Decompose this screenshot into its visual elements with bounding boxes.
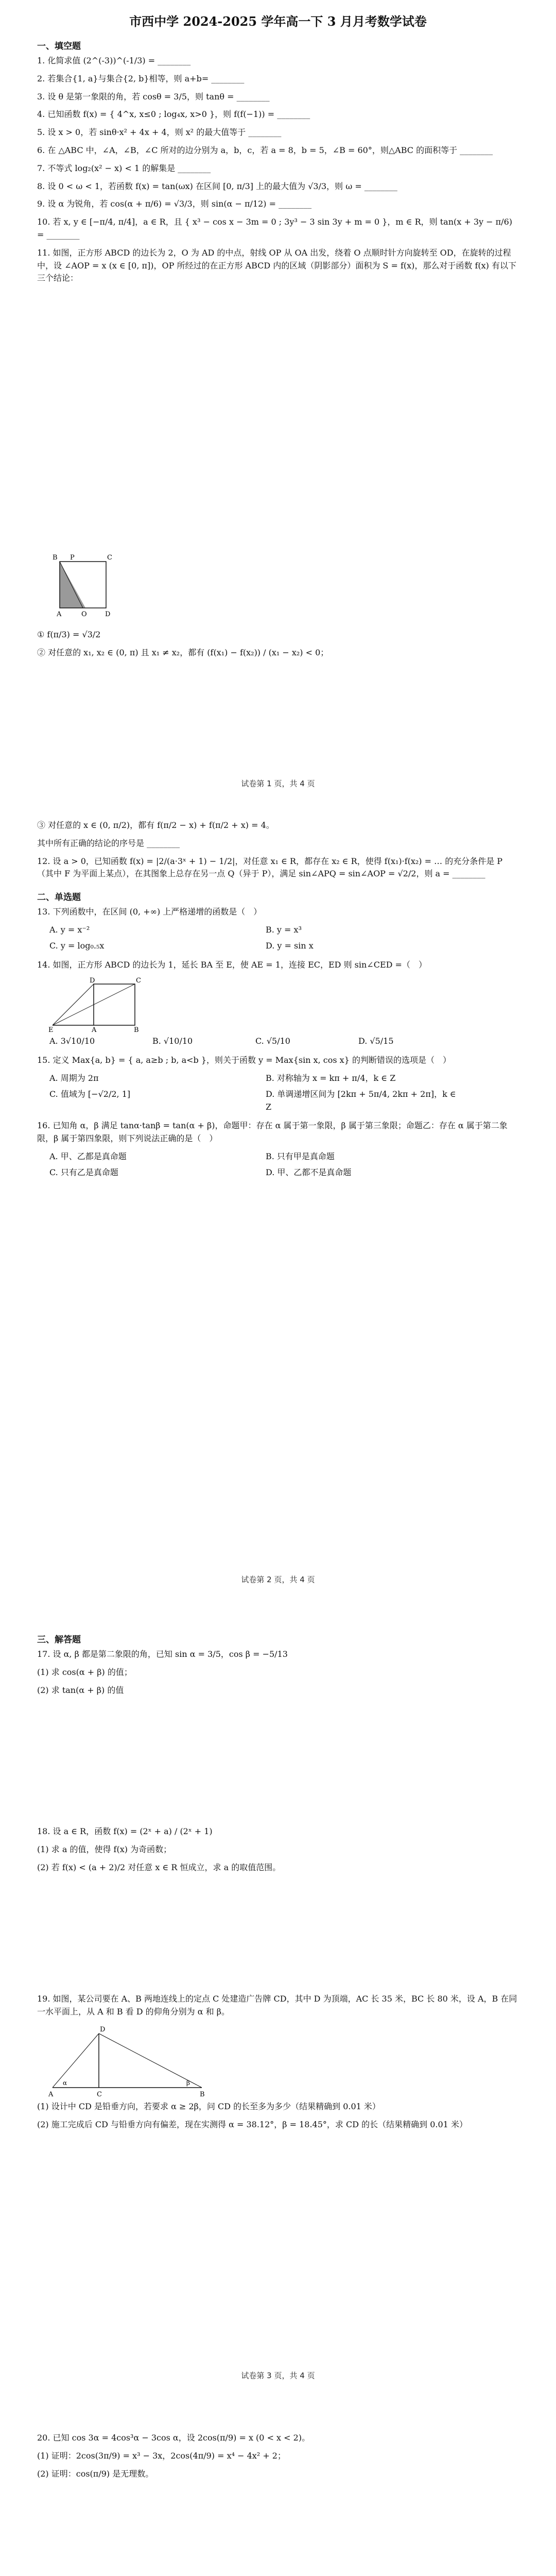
q15-options [49, 1072, 519, 1113]
question-17-part-2: (2) 求 tan(α + β) 的值 [37, 1685, 124, 1695]
question-20-part-2: (2) 证明：cos(π/9) 是无理数。 [37, 2468, 154, 2479]
q16-options [49, 1150, 519, 1179]
question-17-part-1: (1) 求 cos(α + β) 的值； [37, 1667, 132, 1677]
footer-page-2: 试卷第 2 页，共 4 页 [241, 1575, 315, 1584]
label-b-q19: B [200, 2091, 205, 2099]
q13-options [49, 924, 519, 953]
q16-option-c: C. 只有乙是真命题 [49, 1167, 118, 1177]
q14-option-c: C. √5/10 [255, 1036, 290, 1046]
section-single-choice: 二、单选题 [37, 892, 81, 903]
question-19-part-1: (1) 设计中 CD 是铅垂方向，若要求 α ≥ 2β，问 CD 的长至多为多少（结果精确到 0.01 米） [37, 2102, 380, 2112]
label-d: D [105, 611, 111, 618]
question-19-part-2: (2) 施工完成后 CD 与铅垂方向有偏差，现在实测得 α = 38.12°，β = 18.45°，求 CD 的长（结果精确到 0.01 米） [37, 2120, 467, 2130]
label-a-q19: A [48, 2091, 54, 2099]
label-a: A [57, 611, 62, 618]
q11-conclusion-1: ① f(π/3) = √3/2 [37, 630, 101, 639]
question-11: 11. 如图，正方形 ABCD 的边长为 2，O 为 AD 的中点，射线 OP 从 OA 出发，绕着 O 点顺时针方向旋转至 OD，在旋转的过程中，设 ∠AOP = x (x ∈ [0, π])，OP 所经过的在正方形 ABCD 内的区域（阴影部分）面积为 S = f(x)，那么对于函数 f(x) 有以下三个结论： [37, 247, 516, 283]
question-1: 1. 化简求值 (2^(-3))^(-1/3) = ________ [37, 56, 191, 65]
questions-p2 [37, 819, 519, 880]
q14-option-b: B. √10/10 [152, 1036, 193, 1046]
q14-options [49, 1035, 519, 1048]
question-13: 13. 下列函数中，在区间 (0, +∞) 上严格递增的函数是（ ） [37, 907, 262, 917]
questions-choice [37, 906, 519, 1179]
question-20-part-1: (1) 证明：2cos(3π/9) = x³ − 3x，2cos(4π/9) = x⁴ − 4x² + 2； [37, 2450, 286, 2461]
question-17-block [37, 1648, 519, 1697]
q15-option-a: A. 周期为 2π [49, 1073, 99, 1083]
page-3 [0, 1623, 556, 2137]
label-e-q14: E [48, 1026, 54, 1033]
q13-option-a: A. y = x⁻² [49, 924, 90, 935]
q15-option-b: B. 对称轴为 x = kπ + π/4，k ∈ Z [266, 1073, 396, 1083]
label-c: C [107, 554, 112, 562]
question-7: 7. 不等式 log₂(x² − x) < 1 的解集是 ________ [37, 163, 211, 173]
question-15: 15. 定义 Max{a, b} = { a, a≥b ; b, a<b }，则关于函数 y = Max{sin x, cos x} 的判断错误的选项是（ ） [37, 1055, 451, 1065]
q14-option-d: D. √5/15 [358, 1036, 394, 1046]
segment-ed [53, 984, 94, 1025]
label-c-q19: C [97, 2091, 102, 2099]
q13-option-d: D. y = sin x [266, 940, 314, 951]
sightline-ad [53, 2033, 99, 2088]
question-18-part-1: (1) 求 a 的值，使得 f(x) 为奇函数； [37, 1844, 172, 1855]
q11-conclusion-2: ② 对任意的 x₁, x₂ ∈ (0, π) 且 x₁ ≠ x₂，都有 (f(x₁) − f(x₂)) / (x₁ − x₂) < 0； [37, 647, 329, 657]
label-a-q14: A [92, 1026, 97, 1033]
q16-option-d: D. 甲、乙都不是真命题 [266, 1167, 352, 1177]
question-6: 6. 在 △ABC 中，∠A，∠B，∠C 所对的边分别为 a，b，c，若 a = 8，b = 5，∠B = 60°，则△ABC 的面积等于 ________ [37, 145, 493, 155]
label-b-q14: B [134, 1026, 139, 1033]
question-17: 17. 设 α, β 都是第二象限的角，已知 sin α = 3/5，cos β = −5/13 [37, 1649, 288, 1659]
label-d-q19: D [100, 2026, 106, 2034]
question-8: 8. 设 0 < ω < 1，若函数 f(x) = tan(ωx) 在区间 [0, π/3] 上的最大值为 √3/3，则 ω = ________ [37, 181, 397, 191]
question-3: 3. 设 θ 是第一象限的角，若 cosθ = 3/5，则 tanθ = ________ [37, 91, 270, 101]
question-5: 5. 设 x > 0，若 sinθ·x² + 4x + 4，则 x² 的最大值等于 ________ [37, 127, 282, 138]
label-c-q14: C [136, 977, 141, 985]
q16-option-a: A. 甲、乙都是真命题 [49, 1151, 127, 1161]
question-18-block [37, 1825, 519, 1874]
label-beta: β [186, 2079, 190, 2087]
label-p: P [70, 554, 75, 562]
question-19: 19. 如图，某公司要在 A、B 两地连线上的定点 C 处建造广告牌 CD，其中 D 为顶端，AC 长 35 米，BC 长 80 米，设 A，B 在同一水平面上，从 A 和 B 看 D 的仰角分别为 α 和 β。 [37, 1993, 517, 2016]
questions-fill [37, 55, 519, 285]
q14-option-a: A. 3√10/10 [49, 1036, 95, 1046]
q15-option-d: D. 单调递增区间为 [2kπ + 5π/4, 2kπ + 2π]，k ∈ Z [266, 1089, 456, 1112]
question-18-part-2: (2) 若 f(x) < (a + 2)/2 对任意 x ∈ R 恒成立，求 a 的取值范围。 [37, 1862, 281, 1872]
section-answer: 三、解答题 [37, 1635, 81, 1645]
q13-option-c: C. y = log₀.₅x [49, 940, 105, 951]
footer-page-1: 试卷第 1 页，共 4 页 [241, 779, 315, 788]
footer-page-3: 试卷第 3 页，共 4 页 [241, 2371, 315, 2380]
question-19-block [37, 1993, 519, 2131]
label-alpha: α [63, 2079, 67, 2087]
label-o: O [81, 611, 87, 618]
question-9: 9. 设 α 为锐角，若 cos(α + π/6) = √3/3，则 sin(α − π/12) = ________ [37, 199, 312, 209]
exam-title: 市西中学 2024-2025 学年高一下 3 月月考数学试卷 [129, 14, 427, 29]
question-4: 4. 已知函数 f(x) = { 4^x, x≤0 ; log₄x, x>0 }，则 f(f(−1)) = ________ [37, 109, 310, 120]
question-16: 16. 已知角 α，β 满足 tanα·tanβ = tan(α + β)，命题甲：存在 α 属于第一象限，β 属于第三象限；命题乙：存在 α 属于第二象限，β 属于第四象限，则下列说法正确的是（ ） [37, 1121, 508, 1144]
question-20-block [37, 2432, 519, 2480]
question-10: 10. 若 x, y ∈ [−π/4, π/4]，a ∈ R，且 { x³ − cos x − 3m = 0 ; 3y³ − 3 sin 3y + m = 0 }，m ∈ R，则 tan(x + 3y − π/6) = ________ [37, 217, 512, 240]
question-20: 20. 已知 cos 3α = 4cos³α − 3cos α，设 2cos(π/9) = x (0 < x < 2)。 [37, 2433, 310, 2443]
shaded-region [60, 562, 85, 608]
question-18: 18. 设 a ∈ R，函数 f(x) = (2ˣ + a) / (2ˣ + 1) [37, 1826, 213, 1837]
page-4 [0, 2432, 556, 2576]
square-abcd-q14 [94, 984, 135, 1025]
section-fill-blank: 一、填空题 [37, 41, 81, 52]
q16-option-b: B. 只有甲是真命题 [266, 1151, 335, 1161]
question-12: 12. 设 a > 0，已知函数 f(x) = |2/(a·3ˣ + 1) − 1/2|，对任意 x₁ ∈ R，都存在 x₂ ∈ R，使得 f(x₁)·f(x₂) = … 的充分条件是 P（其中 F 为平面上某点），在其图象上总存在另一点 Q（异于 P），满足 sin∠APQ = sin∠AOP = √2/2，则 a = ________ [37, 856, 503, 879]
q15-option-c: C. 值域为 [−√2/2, 1] [49, 1089, 131, 1099]
q11-tail: 其中所有正确的结论的序号是 ________ [37, 838, 180, 848]
figure-q14 [42, 976, 176, 1033]
page-1 [0, 0, 556, 657]
q11-conclusion-3: ③ 对任意的 x ∈ (0, π/2)，都有 f(π/2 − x) + f(π/2 + x) = 4。 [37, 820, 274, 830]
figure-square-q11 [49, 551, 127, 618]
question-14: 14. 如图，正方形 ABCD 的边长为 1，延长 BA 至 E，使 AE = 1，连接 EC，ED 则 sin∠CED =（ ） [37, 959, 427, 970]
q13-option-b: B. y = x³ [266, 924, 302, 935]
page-2 [0, 819, 556, 1185]
figure-q19 [42, 2023, 217, 2100]
label-b: B [53, 554, 58, 562]
label-d-q14: D [90, 977, 95, 985]
question-2: 2. 若集合{1, a}与集合{2, b}相等，则 a+b= ________ [37, 73, 245, 83]
q11-conclusions [37, 629, 519, 665]
